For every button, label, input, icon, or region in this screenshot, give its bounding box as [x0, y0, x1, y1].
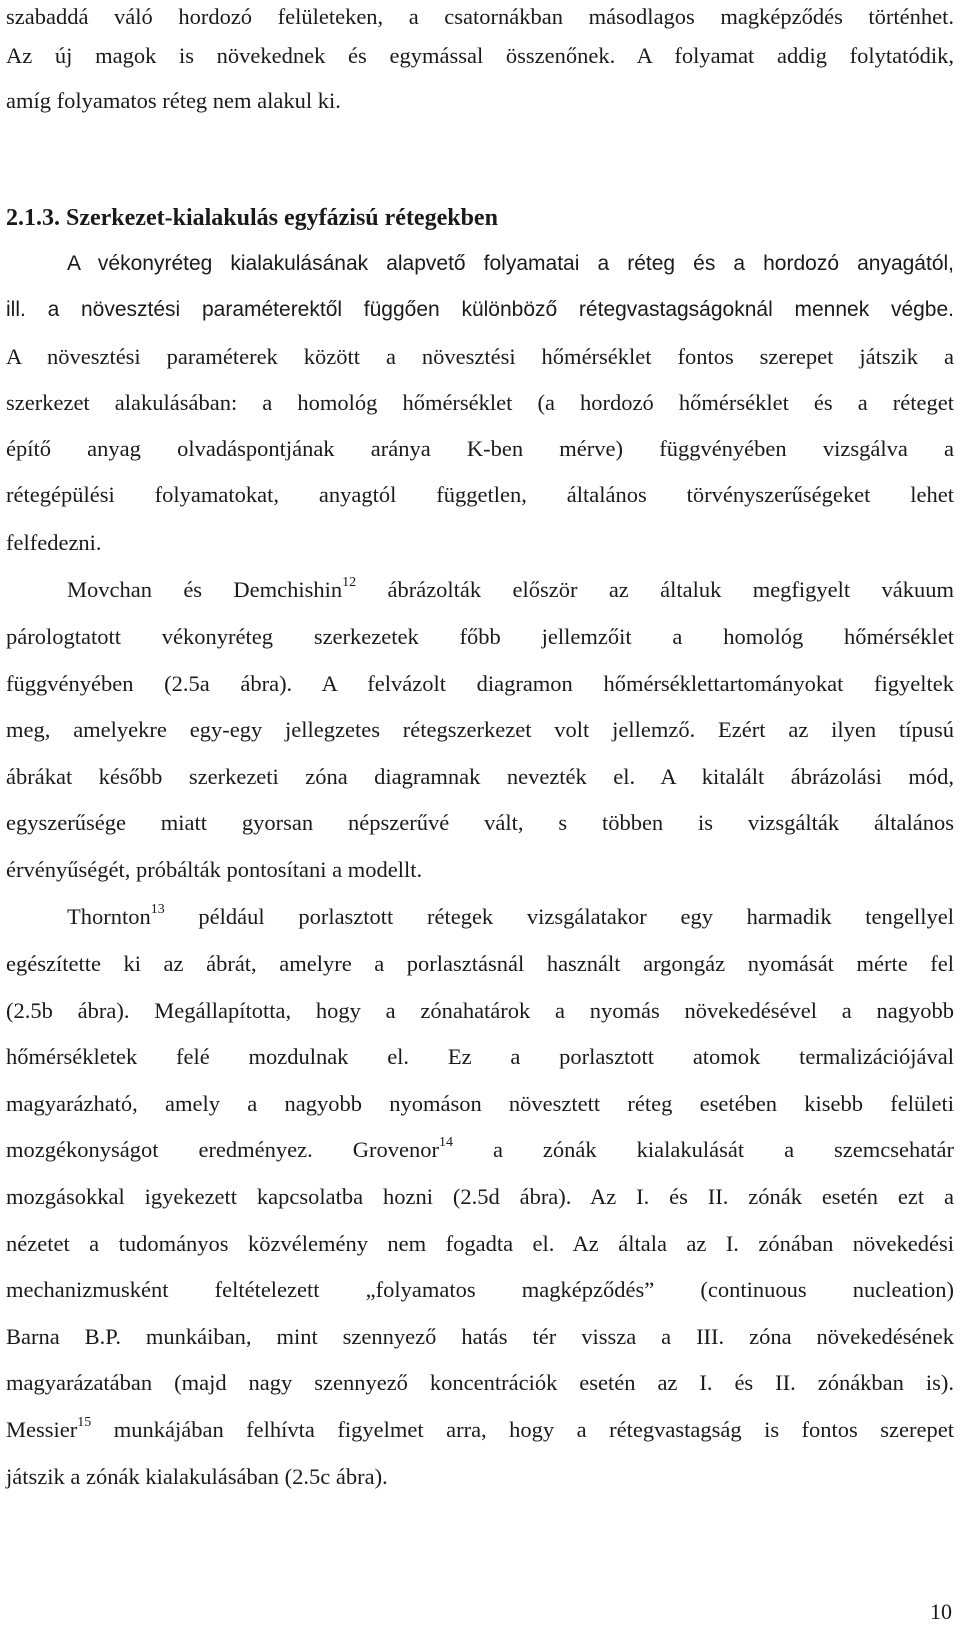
text-line: rétegépülési folyamatokat, anyagtól független, általános törvényszerűségeket lehet	[6, 482, 954, 507]
text-line: nézetet a tudományos közvélemény nem fogadta el. Az általa az I. zónában növekedési	[6, 1231, 954, 1256]
text-line: ábrákat később szerkezeti zóna diagramnak nevezték el. A kitalált ábrázolási mód,	[6, 764, 954, 789]
text-line: ill. a növesztési paraméterektől függően különböző rétegvastagságoknál mennek végbe.	[6, 298, 954, 321]
text-line: egyszerűsége miatt gyorsan népszerűvé vált, s többen is vizsgálták általános	[6, 810, 954, 835]
text-line: amíg folyamatos réteg nem alakul ki.	[6, 88, 341, 113]
author-name: Thornton	[67, 904, 151, 929]
citation-ref: 14	[438, 1134, 453, 1150]
text-line: Thornton$^{13}$ például porlasztott rétegek vizsgálatakor egy harmadik tengellyel	[67, 901, 954, 929]
text-line: felfedezni.	[6, 530, 102, 555]
text-line: Az új magok is növekednek és egymással összenőnek. A folyamat addig folytatódik,	[6, 43, 954, 68]
text-line: Barna B.P. munkáiban, mint szennyező hatás tér vissza a III. zóna növekedésének	[6, 1324, 954, 1349]
text-line: építő anyag olvadáspontjának aránya K-ben mérve) függvényében vizsgálva a	[6, 436, 954, 461]
text-line: A vékonyréteg kialakulásának alapvető folyamatai a réteg és a hordozó anyagától,	[67, 252, 954, 275]
text-line: szerkezet alakulásában: a homológ hőmérséklet (a hordozó hőmérséklet és a réteget	[6, 390, 954, 415]
text-line: egészítette ki az ábrát, amelyre a porlasztásnál használt argongáz nyomását mérte fel	[6, 951, 954, 976]
text-line: függvényében (2.5a ábra). A felvázolt diagramon hőmérséklettartományokat figyeltek	[6, 671, 954, 696]
author-name: Messier	[6, 1417, 78, 1442]
text-line: párologtatott vékonyréteg szerkezetek főbb jellemzőit a homológ hőmérséklet	[6, 624, 954, 649]
citation-ref: 13	[150, 901, 165, 917]
section-heading: 2.1.3. Szerkezet-kialakulás egyfázisú rétegekben	[6, 205, 498, 231]
text-line: mechanizmusként feltételezett „folyamatos magképződés” (continuous nucleation)	[6, 1277, 954, 1302]
text-line: mozgékonyságot eredményez. Grovenor$^{14}$ a zónák kialakulását a szemcsehatár	[6, 1134, 954, 1162]
text-line: (2.5b ábra). Megállapította, hogy a zónahatárok a nyomás növekedésével a nagyobb	[6, 998, 954, 1023]
text-line: érvényűségét, próbálták pontosítani a modellt.	[6, 857, 423, 882]
author-name: Movchan és Demchishin	[67, 577, 343, 602]
page-number: 10	[930, 1599, 952, 1624]
text-line: Movchan és Demchishin$^{12}$ ábrázolták először az általuk megfigyelt vákuum	[67, 574, 954, 602]
text-line: magyarázható, amely a nagyobb nyomáson növesztett réteg esetében kisebb felületi	[6, 1091, 954, 1116]
text-line: hőmérsékletek felé mozdulnak el. Ez a porlasztott atomok termalizációjával	[6, 1044, 954, 1069]
text-line: szabaddá váló hordozó felületeken, a csatornákban másodlagos magképződés történhet.	[6, 4, 954, 29]
text-line: játszik a zónák kialakulásában (2.5c ábra).	[6, 1464, 388, 1489]
citation-ref: 15	[77, 1414, 92, 1430]
text-line: A növesztési paraméterek között a növesztési hőmérséklet fontos szerepet játszik a	[6, 344, 954, 369]
text-line: meg, amelyekre egy-egy jellegzetes rétegszerkezet volt jellemző. Ezért az ilyen típusú	[6, 717, 954, 742]
text-line: magyarázatában (majd nagy szennyező koncentrációk esetén az I. és II. zónákban is).	[6, 1370, 954, 1395]
text-line: mozgásokkal igyekezett kapcsolatba hozni (2.5d ábra). Az I. és II. zónák esetén ezt a	[6, 1184, 954, 1209]
text-line: Messier$^{15}$ munkájában felhívta figyelmet arra, hogy a rétegvastagság is fontos szerepet	[6, 1414, 954, 1442]
citation-ref: 12	[342, 574, 357, 590]
